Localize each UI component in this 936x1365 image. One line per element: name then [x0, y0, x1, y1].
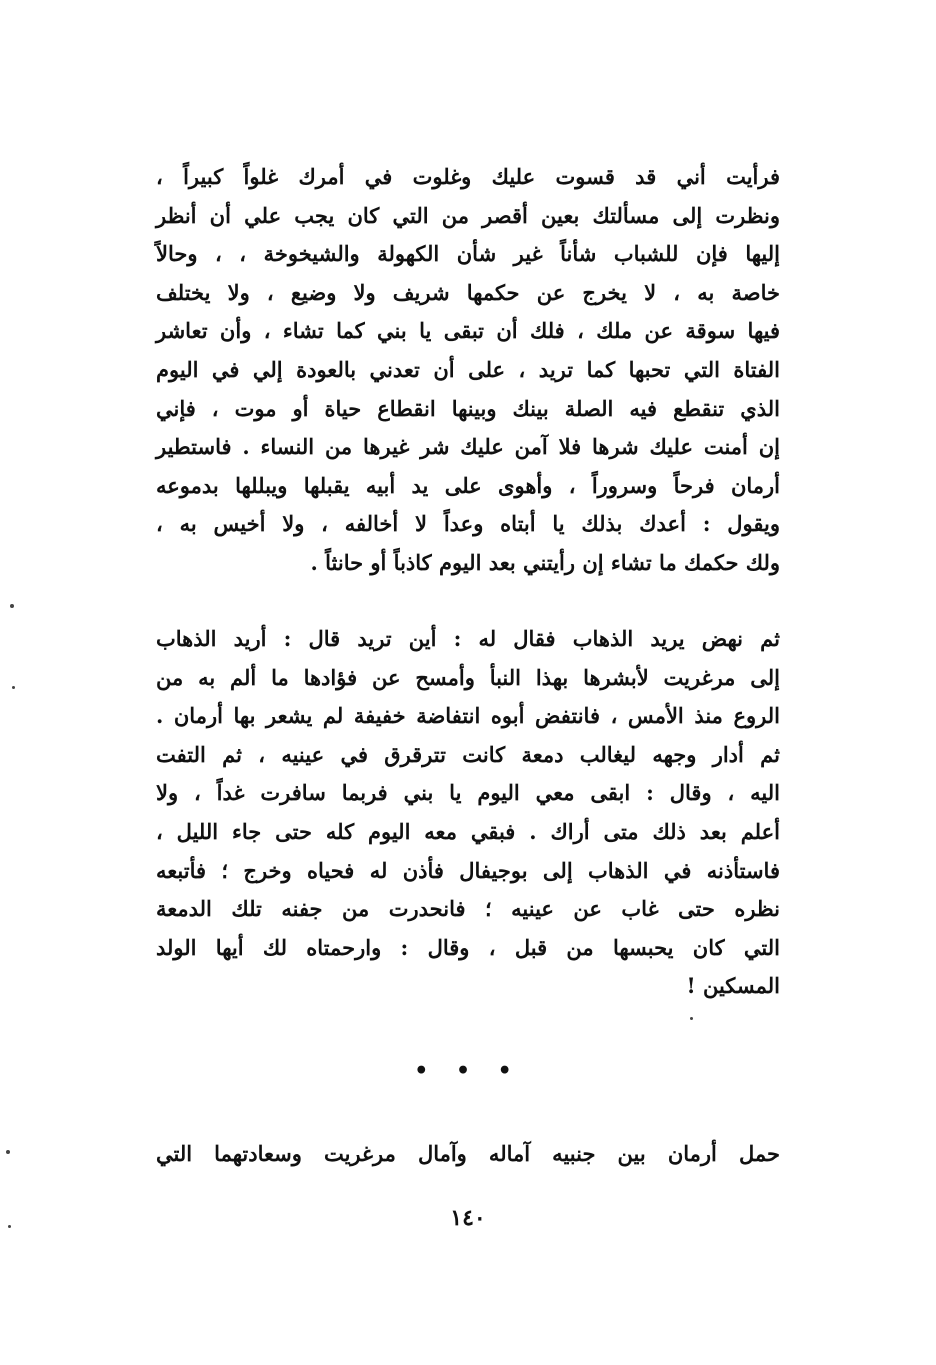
scan-speck	[10, 604, 14, 608]
text-line: أعلم بعد ذلك متى أراك . فبقي معه اليوم كله حتى جاء الليل ،	[156, 818, 780, 844]
text-line: خاصة به ، لا يخرج عن حكمها شريف ولا وضيع ، ولا يختلف	[156, 279, 780, 305]
text-line: أرمان فرحاً وسروراً ، وأهوى على يد أبيه يقبلها ويبللها بدموعه	[156, 472, 780, 498]
text-line: ويقول : أعدك بذلك يا أبتاه وعداً لا أخالفه ، ولا أخيس به ،	[156, 511, 780, 537]
text-line: إلى مرغريت لأبشرها بهذا النبأ وأمسح عن فؤادها ما ألم به من	[156, 664, 780, 690]
text-line: الذي تنقطع فيه الصلة بينك وبينها انقطاع حياة أو موت ، فإني	[156, 395, 780, 421]
text-line: فيها سوقة عن ملك ، فلك أن تبقى يا بني كما تشاء ، وأن تعاشر	[156, 318, 780, 344]
text-line: التي كان يحبسها من قبل ، وقال : وارحمتاه لك أيها الولد	[156, 934, 780, 960]
paragraph-2	[156, 620, 780, 1006]
text-line: ثم أدار وجهه ليغالب دمعة كانت تترقرق في عينيه ، ثم التفت	[156, 741, 780, 767]
scan-speck	[8, 1225, 11, 1228]
text-line: اليه ، وقال : ابقى معي اليوم يا بني فربما سافرت غداً ، ولا	[156, 780, 780, 806]
text-line: المسكين !	[686, 973, 780, 999]
text-line: ولك حكمك ما تشاء إن رأيتني بعد اليوم كاذباً أو حانثاً .	[310, 549, 780, 575]
scan-speck	[12, 686, 15, 689]
text-line: ثم نهض يريد الذهاب فقال له : أين تريد قال : أريد الذهاب	[156, 626, 780, 651]
text-line: نظره حتى غاب عن عينيه ؛ فانحدرت من جفنه تلك الدمعة	[156, 896, 780, 922]
section-separator: • • •	[414, 1058, 522, 1084]
text-line: حمل أرمان بين جنبيه آماله وآمال مرغريت وسعادتهما التي	[156, 1141, 780, 1166]
page-number: ١٤٠	[450, 1205, 486, 1231]
text-line: الفتاة التي تحبها كما تريد ، على أن تعدني بالعودة إلي في اليوم	[156, 356, 780, 382]
text-line: ونظرت إلى مسألتك بعين أقصر من التي كان يجب علي أن أنظر	[156, 202, 780, 228]
text-line: إن أمنت عليك شرها فلا آمن عليك شر غيرها من النساء . فاستطير	[156, 434, 780, 460]
scan-speck	[6, 1150, 10, 1154]
text-line: فاستأذنه في الذهاب إلى بوجيفال فأذن له فحياه وخرج ؛ فأتبعه	[156, 857, 780, 883]
text-line: فرأيت أني قد قسوت عليك وغلوت في أمرك غلواً كبيراً ،	[156, 164, 780, 189]
paragraph-1	[156, 158, 780, 583]
text-line: إليها فإن للشباب شأناً غير شأن الكهولة والشيخوخة ، ، وحالاً	[156, 241, 780, 267]
scan-speck	[690, 1017, 693, 1020]
text-line: الروع منذ الأمس ، فانتفض أبوه انتفاضة خفيفة لم يشعر بها أرمان .	[156, 703, 780, 729]
paragraph-3	[156, 1135, 780, 1174]
